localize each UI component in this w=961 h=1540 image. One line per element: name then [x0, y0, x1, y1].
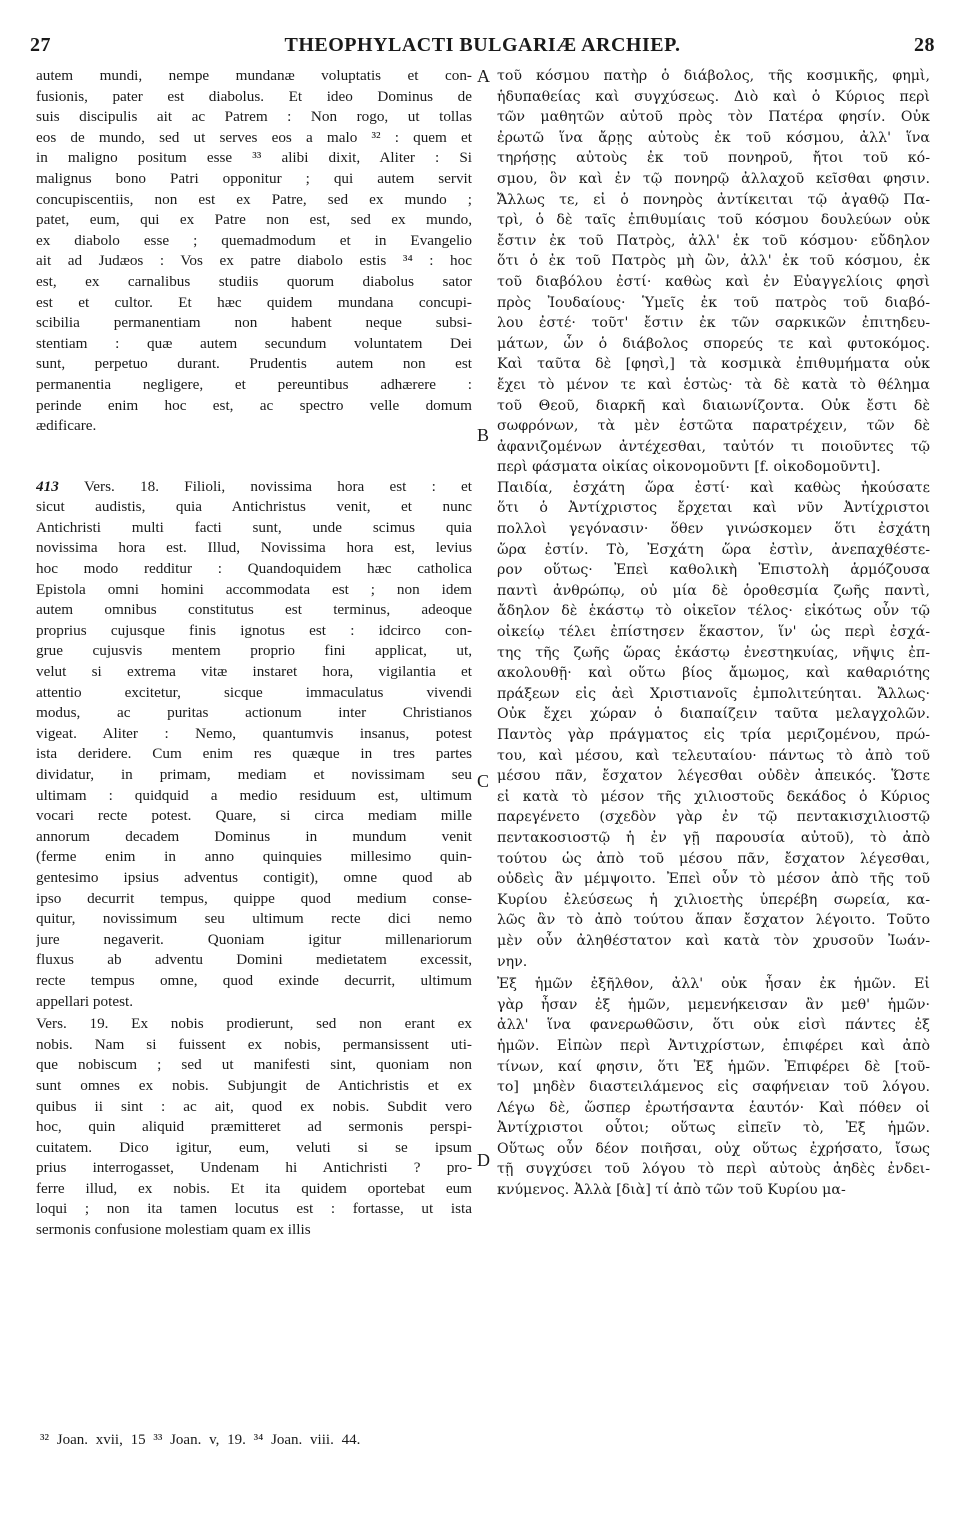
text-line: in maligno positum esse ³³ alibi dixit, Aliter : Si	[36, 149, 472, 167]
text-line: ρον οὕτως· Ἐπεὶ καθολικὴ Ἐπιστολὴ ἁρμόζουσα	[497, 562, 930, 579]
text-line: τῶν μαθητῶν αὐτοῦ πρὸς τὸν Πατέρα φησίν. Οὐκ	[497, 109, 930, 126]
text-line: ὅτι ὁ Ἀντίχριστος ἔρχεται καὶ νῦν Ἀντίχριστοι	[497, 500, 930, 517]
text-line: jure negaverit. Quoniam igitur millenariorum	[36, 930, 472, 948]
text-line: ἡδυπαθείας καὶ συγχύσεως. Διὸ καὶ ὁ Κύριος περὶ	[497, 88, 930, 105]
text-line: ferre illud, ex nobis. Et ita quidem oportebat eum	[36, 1179, 472, 1197]
text-line: stentiam : quæ autem secundum voluntatem Dei	[36, 334, 472, 352]
text-line: τοῦ Θεοῦ, διαρκῆ καὶ διαιωνίζοντα. Οὐκ ἔστι δὲ	[497, 397, 930, 414]
text-line	[36, 477, 472, 498]
text-line: ἔχει τὸ μένον τε καὶ ἑστὼς· τὰ δὲ κατὰ τὸ θέλημα	[497, 376, 930, 393]
text-line: το] μηδὲν διαστειλάμενος εἰς σαφήνειαν τοῦ λόγου.	[497, 1079, 930, 1096]
text-line: fluxus ab adventu Domini medietatem excessit,	[36, 951, 472, 969]
text-line: πρὸς Ἰουδαίους· Ὑμεῖς ἐκ τοῦ πατρὸς τοῦ διαβό-	[497, 294, 930, 311]
text-line: ait ad Judæos : Vos ex patre diabolo estis ³⁴ : hoc	[36, 252, 472, 270]
text-line: Epistola omni homini accommodata est ; non idem	[36, 580, 472, 598]
text-line: τούτου ὡς ἀπὸ τοῦ μέσου πᾶν, ἔσχατον λέγεσθαι,	[497, 850, 930, 867]
text-line: proprius cujusque finis ignotus est : idcirco con-	[36, 621, 472, 639]
text-line: vigeat. Aliter : Nemo, quantumvis insanus, potest	[36, 724, 472, 742]
text-line: autem mundi, nempe mundanæ voluptatis et con-	[36, 67, 472, 84]
text-line: attentio excitetur, sicque immaculatus vivendi	[36, 683, 472, 701]
text-line: nobis. Nam si fuissent ex nobis, permansissent uti-	[36, 1035, 472, 1053]
page-number-left: 27	[30, 34, 51, 56]
text-line: ὥρα ἐστίν. Τὸ, Ἐσχάτη ὥρα ἐστὶν, ἀνεπαχθέστε-	[497, 541, 930, 558]
text-line: πράξεων εἰς ἀεὶ Χριστιανοῖς ἐμπολιτεύηται. Ἄλλως·	[497, 685, 930, 702]
text-line: πολλοὶ γεγόνασιν· ὅθεν γινώσκομεν ὅτι ἐσχάτη	[497, 521, 930, 538]
text-line: ultimam : quidquid a medio residuum est, ultimum	[36, 786, 472, 804]
text-line: τίνων, καί φησιν, ὅτι Ἐξ ἡμῶν. Ἐπιφέρει δὲ [τοῦ-	[497, 1058, 930, 1075]
text-line: Καὶ ταῦτα δὲ [φησὶ,] τὰ κοσμικὰ ἐπιθυμήματα οὐκ	[497, 356, 930, 373]
latin-paragraph-2	[36, 477, 472, 1012]
text-line: Κυρίου ἐλεύσεως ἡ χιλιοετὴς ὑπερέβη σωρεία, κα-	[497, 891, 930, 908]
section-gap	[36, 437, 472, 477]
text-line: κνύμενος. Ἀλλὰ [διὰ] τί ἀπὸ τῶν τοῦ Κυρίου μα-	[497, 1182, 846, 1199]
text-line: εἰ κατὰ τὸ μέσον τῆς χιλιοστοῦς δεκάδος ὁ Κύριος	[497, 788, 930, 805]
text-line: Ἀντίχριστοι οὗτοι; οὕτως εἰπεῖν τὸ, Ἐξ ἡμῶν.	[497, 1120, 930, 1137]
text-line: Παιδία, ἐσχάτη ὥρα ἐστί· καὶ καθὼς ἠκούσατε	[497, 479, 930, 496]
text-line: perinde enim hoc est, ac spectro velle domum	[36, 396, 472, 414]
text-line: Οὐκ ἔχει χώραν ὁ διαπαίζειν ταῦτα μελαγχολῶν.	[497, 706, 930, 723]
text-line: ακολουθῇ· καὶ οὕτω βίος ἄμωμος, καὶ καθαριότης	[497, 665, 930, 682]
text-line: hoc modo redditur : Quandoquidem hæc catholica	[36, 560, 472, 578]
text-line: λου ἐστέ· τοῦτ' ἔστιν ἐκ τῶν σαρκικῶν ἐπιτηδευ-	[497, 315, 930, 332]
page-number-right: 28	[914, 34, 935, 56]
text-line: (ferme enim in anno quinquies millesimo quin-	[36, 848, 472, 866]
text-line: patet, eum, qui ex Patre non est, sed ex mundo,	[36, 211, 472, 229]
text-line: ex diabolo esse ; quemadmodum et in Evangelio	[36, 231, 472, 249]
text-line: νην.	[497, 953, 528, 970]
text-line: concupiscentiis, non est ex Patre, sed ex mundo ;	[36, 190, 472, 208]
text-line: Λέγω δὲ, ὥσπερ ἐρωτήσαντα ἑαυτόν· Καὶ πόθεν οἱ	[497, 1099, 930, 1116]
text-line: cuitatem. Dico igitur, eum, veluti si se ipsum	[36, 1138, 472, 1156]
text-line: que nobiscum ; sed ut manifesti sint, quoniam non	[36, 1056, 472, 1074]
text-line: est, ex carnalibus studiis quorum diabolus sator	[36, 272, 472, 290]
text-line: τρὶ, ὁ δὲ ταῖς ἐπιθυμίαις τοῦ κόσμου δουλεύων οὐκ	[497, 212, 930, 229]
text-line: annorum decadem Dominus in mundum venit	[36, 827, 472, 845]
footnotes: ³² Joan. xvii, 15 ³³ Joan. v, 19. ³⁴ Joan. viii. 44.	[40, 1432, 361, 1448]
text-line: fusionis, pater est diabolus. Et ideo Dominus de	[36, 87, 472, 105]
text-line: μέσου πᾶν, ἔσχατον λέγεσθαι οὐδὲν ἀπεικός. Ὥστε	[497, 768, 930, 785]
text-line: ista deridere. Cum enim res quæque in tres partes	[36, 745, 472, 763]
text-line: quibus ii sint : ac ait, quod ex nobis. Subdit vero	[36, 1097, 472, 1115]
text-line: appellari potest.	[36, 992, 133, 1010]
text-line: τοῦ κόσμου πατὴρ ὁ διάβολος, τῆς κοσμικῆς, φημὶ,	[497, 68, 930, 84]
text-line: Παντὸς γὰρ πράγματος εἰς τρία μεριζομένου, πρώ-	[497, 727, 930, 743]
running-header	[30, 34, 935, 64]
text-line: scibilia permanentiam non habent neque subsi-	[36, 314, 472, 332]
margin-marker-a: A	[477, 66, 490, 86]
text-line: ipso decurrit tempus, quippe quod medium conse-	[36, 889, 472, 907]
greek-paragraph-1	[497, 66, 930, 478]
greek-paragraph-3	[497, 974, 930, 1201]
text-line: recte tempus omne, quod exinde decurrit, ultimum	[36, 971, 472, 989]
text-line: ἀλλ' ἵνα φανερωθῶσιν, ὅτι οὐκ εἰσὶ πάντες ἐξ	[497, 1017, 930, 1034]
text-line: μὲν οὖν ἀληθέστατον καὶ κατὰ τὸν χρυσοῦν Ἰωάν-	[497, 932, 930, 949]
margin-marker-d: D	[477, 1150, 490, 1170]
text-line: quitur, novissimum seu ultimum recte dici nemo	[36, 910, 472, 928]
text-line: ἡμῶν. Εἰπὼν περὶ Ἀντιχρίστων, ἐπιφέρει καὶ ἀπὸ	[497, 1037, 930, 1054]
text-line: est et cultor. Et hæc quidem mundana concupi-	[36, 293, 472, 311]
latin-paragraph-3	[36, 1014, 472, 1241]
latin-paragraph-1	[36, 66, 472, 437]
text-line: vocari recte potest. Quare, si circa mediam mille	[36, 807, 472, 825]
text-line: velut si extrema vitæ instaret hora, vigilantia et	[36, 663, 472, 681]
margin-marker-b: B	[477, 425, 490, 445]
text-line: sicut audistis, quia Antichristus venit, et nunc	[36, 498, 472, 516]
text-line-content: Vers. 18. Filioli, novissima hora est : et	[84, 477, 472, 495]
running-title: THEOPHYLACTI BULGARIÆ ARCHIEP.	[284, 34, 681, 56]
text-line: σωφρόνων, τὰ μὲν ἑστῶτα παρατρέχειν, τῶν δὲ	[497, 418, 930, 435]
text-line: Vers. 19. Ex nobis prodierunt, sed non erant ex	[36, 1015, 472, 1033]
text-line: loqui ; non ita tamen locutus est : fortasse, ut ista	[36, 1200, 472, 1218]
section-number: 413	[36, 477, 85, 495]
text-line: ἐρωτῶ ἵνα ἄρῃς αὐτοὺς ἐκ τοῦ κόσμου, ἀλλ' ἵνα	[497, 129, 930, 146]
text-line: γὰρ ἦσαν ἐξ ἡμῶν, μεμενήκεισαν ἂν μεθ' ἡμῶν·	[497, 996, 930, 1013]
text-line: sermonis confusione molestiam quam ex illis	[36, 1221, 311, 1239]
text-line: τῇ συγχύσει τοῦ λόγου τὸ περὶ αὐτοὺς ἀηδὲς ἐνδει-	[497, 1161, 930, 1178]
text-line: ἀφανιζομένων ἀντέχεσθαι, ταὐτόν τι ποιοῦντες τῷ	[497, 438, 930, 455]
text-line: dividatur, in primam, mediam et novissimam seu	[36, 766, 472, 783]
text-line: malignus bono Patri opponitur ; qui autem servit	[36, 169, 472, 187]
text-line: μάτων, ὧν ὁ διάβολος σπορεύς τε καὶ φυτοκόμος.	[497, 335, 930, 352]
text-line: modus, ac puritas actionum inter Christianos	[36, 704, 472, 722]
text-line: περὶ φάσματα οἰκίας οἰκονομοῦντι [f. οἰκοδομοῦντι].	[497, 459, 881, 476]
text-line: του, καὶ μέσου, καὶ τελευταίου· πάντως τὸ ἀπὸ τοῦ	[497, 747, 930, 764]
text-line: της τῆς ζωῆς ὥρας ἑκάστῳ ἐνεστηκυίας, νῆψις ἐπ-	[497, 644, 930, 661]
text-line: παντὶ ἀνθρώπῳ, οὐ μία δὲ ὁροθεσμία ζωῆς παντὶ,	[497, 582, 930, 599]
text-line: οἰκείῳ τέλει ἐπίστησεν ἕκαστον, ἵν' ὡς περὶ ἐσχά-	[497, 624, 930, 641]
text-line: λῶς ἂν τὸ ἀπὸ τούτου ἅπαν ἔσχατον λέγοιτο. Τοῦτο	[497, 912, 930, 929]
text-line: Ἄλλως τε, εἰ ὁ πονηρὸς ἀντίκειται τῷ ἀγαθῷ Πα-	[497, 191, 930, 208]
text-line: ἔστιν ἐκ τοῦ Πατρὸς, ἀλλ' ἐκ τοῦ κόσμου· εὔδηλον	[497, 232, 930, 249]
text-line: ἄδηλον δὲ ἑκάστῳ τὸ οἰκεῖον τέλος· εἰκότως οὖν τῷ	[497, 603, 930, 620]
text-line: τοῦ διαβόλου ἐστί· καθὼς καὶ ἐν Εὐαγγελίοις φησὶ	[497, 273, 930, 290]
text-line: τηρήσῃς αὐτοὺς ἐκ τοῦ πονηροῦ, ἤτοι τοῦ κό-	[497, 150, 930, 167]
text-line: Antichristi multi facti sunt, unde scimus quia	[36, 518, 472, 536]
greek-column	[497, 66, 930, 1201]
text-line: eos de mundo, sed ut serves eos a malo ³² : quem et	[36, 128, 472, 146]
text-line: Οὕτως οὖν δέον ποιῆσαι, οὐχ οὕτως ἐχρήσατο, ἴσως	[497, 1140, 930, 1157]
greek-paragraph-2	[497, 478, 930, 972]
text-line: gentesimo ipsius adventus contigit), omne quod ab	[36, 868, 472, 886]
text-line: autem omnibus constitutus est terminus, adeoque	[36, 601, 472, 619]
text-line: suis discipulis ait ac Patrem : Non rogo, ut tollas	[36, 108, 472, 126]
text-line: permanentia negligere, et pereuntibus adhærere :	[36, 375, 472, 393]
text-line: hoc, quin aliquid præmitteret ad sermonis perspi-	[36, 1118, 472, 1136]
text-line: ὅτι ὁ ἐκ τοῦ Πατρὸς μὴ ὢν, ἀλλ' ἐκ τοῦ κόσμου, ἐκ	[497, 253, 930, 270]
text-line: sunt omnes ex nobis. Subjungit de Antichristis et ex	[36, 1076, 472, 1094]
text-line: sunt, perpetuo durant. Prudentis autem non est	[36, 355, 472, 373]
text-line: Ἐξ ἡμῶν ἐξῆλθον, ἀλλ' οὐκ ἦσαν ἐκ ἡμῶν. Εἰ	[497, 976, 930, 993]
margin-marker-c: C	[477, 771, 490, 791]
text-line: novissima hora est. Illud, Novissima hora est, levius	[36, 539, 472, 557]
text-line: οὐδεὶς ἂν μέμψοιτο. Ἐπεὶ οὖν τὸ μέσον ἀπὸ τῆς τοῦ	[497, 871, 930, 888]
latin-column	[36, 66, 472, 1241]
text-line: παρεγένετο (σχεδὸν γὰρ ἐν τῷ πεντακισχιλιοστῷ	[497, 809, 930, 826]
text-line: σμου, ὃν καὶ ἐν τῷ πονηρῷ ἀλλαχοῦ κεῖσθαι φησιν.	[497, 170, 930, 187]
text-line: πεντακοσιοστῷ ἡ ἐν γῇ παρουσία αὐτοῦ), τὸ ἀπὸ	[497, 829, 930, 846]
text-line: prius interrogasset, Undenam hi Antichristi ? pro-	[36, 1159, 472, 1177]
text-line: grue cujusvis mentem proprio fini applicat, ut,	[36, 642, 472, 660]
text-line: ædificare.	[36, 417, 97, 435]
